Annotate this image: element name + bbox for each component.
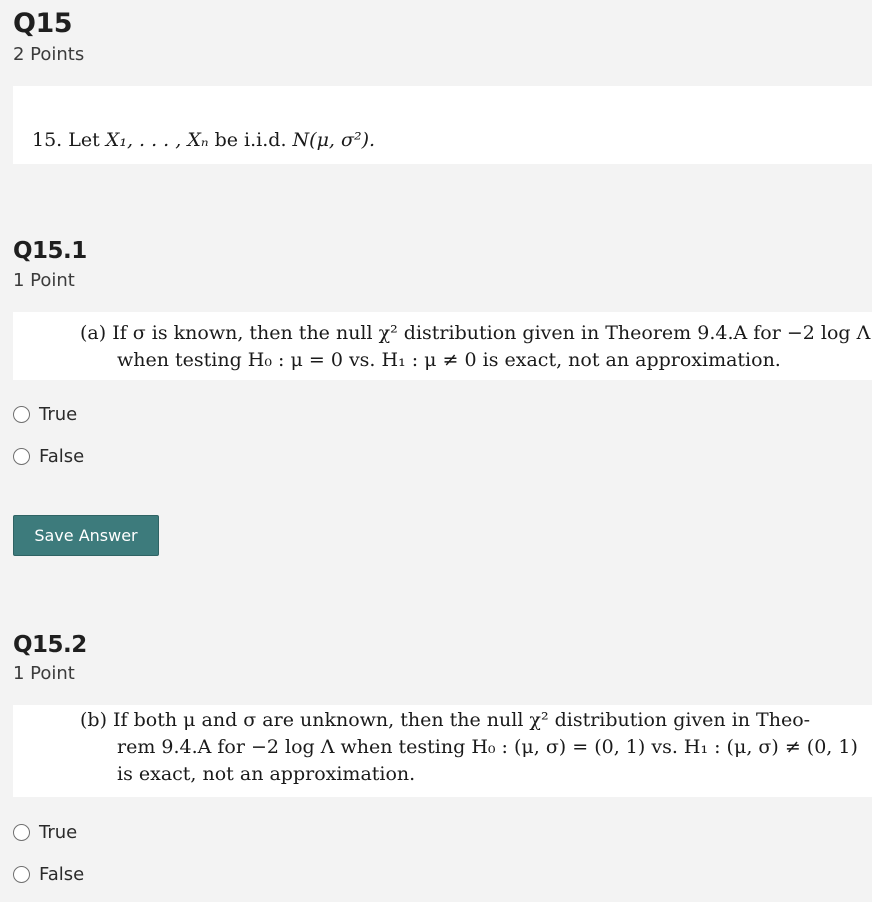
radio-option-false[interactable] bbox=[13, 444, 84, 468]
question-prompt-text bbox=[32, 129, 375, 151]
prompt-line-1: (a) If σ is known, then the null χ² distribution given in Theorem 9.4.A for −2 log Λ bbox=[80, 322, 871, 344]
radio-option-true[interactable] bbox=[13, 402, 77, 426]
radio-option-false[interactable] bbox=[13, 862, 84, 886]
prompt-line-3: is exact, not an approximation. bbox=[117, 763, 416, 785]
prompt-line-1: (b) If both μ and σ are unknown, then the null χ² distribution given in Theo- bbox=[80, 709, 811, 731]
prompt-prefix: 15. Let bbox=[32, 129, 106, 151]
prompt-math-distribution: N(μ, σ²). bbox=[292, 129, 376, 151]
prompt-math-variables: X₁, . . . , Xₙ bbox=[105, 129, 209, 151]
save-answer-button[interactable]: Save Answer bbox=[13, 515, 159, 556]
prompt-line-2: rem 9.4.A for −2 log Λ when testing H₀ : (μ, σ) = (0, 1) vs. H₁ : (μ, σ) ≠ (0, 1) bbox=[117, 736, 858, 758]
question-prompt-box bbox=[13, 86, 872, 164]
radio-circle-icon[interactable] bbox=[13, 448, 30, 465]
radio-circle-icon[interactable] bbox=[13, 406, 30, 423]
subquestion-points: 1 Point bbox=[13, 270, 75, 291]
subquestion-prompt-text bbox=[80, 320, 870, 374]
subquestion-prompt-text bbox=[80, 707, 858, 788]
radio-label: True bbox=[39, 403, 78, 425]
subquestion-title: Q15.1 bbox=[13, 238, 87, 264]
radio-label: False bbox=[39, 863, 85, 885]
radio-label: False bbox=[39, 445, 85, 467]
question-title: Q15 bbox=[13, 8, 73, 39]
radio-option-true[interactable] bbox=[13, 820, 77, 844]
radio-circle-icon[interactable] bbox=[13, 866, 30, 883]
prompt-middle: be i.i.d. bbox=[208, 129, 293, 151]
subquestion-title: Q15.2 bbox=[13, 632, 87, 658]
subquestion-points: 1 Point bbox=[13, 663, 75, 684]
radio-circle-icon[interactable] bbox=[13, 824, 30, 841]
radio-label: True bbox=[39, 821, 78, 843]
prompt-line-2: when testing H₀ : μ = 0 vs. H₁ : μ ≠ 0 is exact, not an approximation. bbox=[117, 349, 781, 371]
question-points: 2 Points bbox=[13, 44, 85, 65]
